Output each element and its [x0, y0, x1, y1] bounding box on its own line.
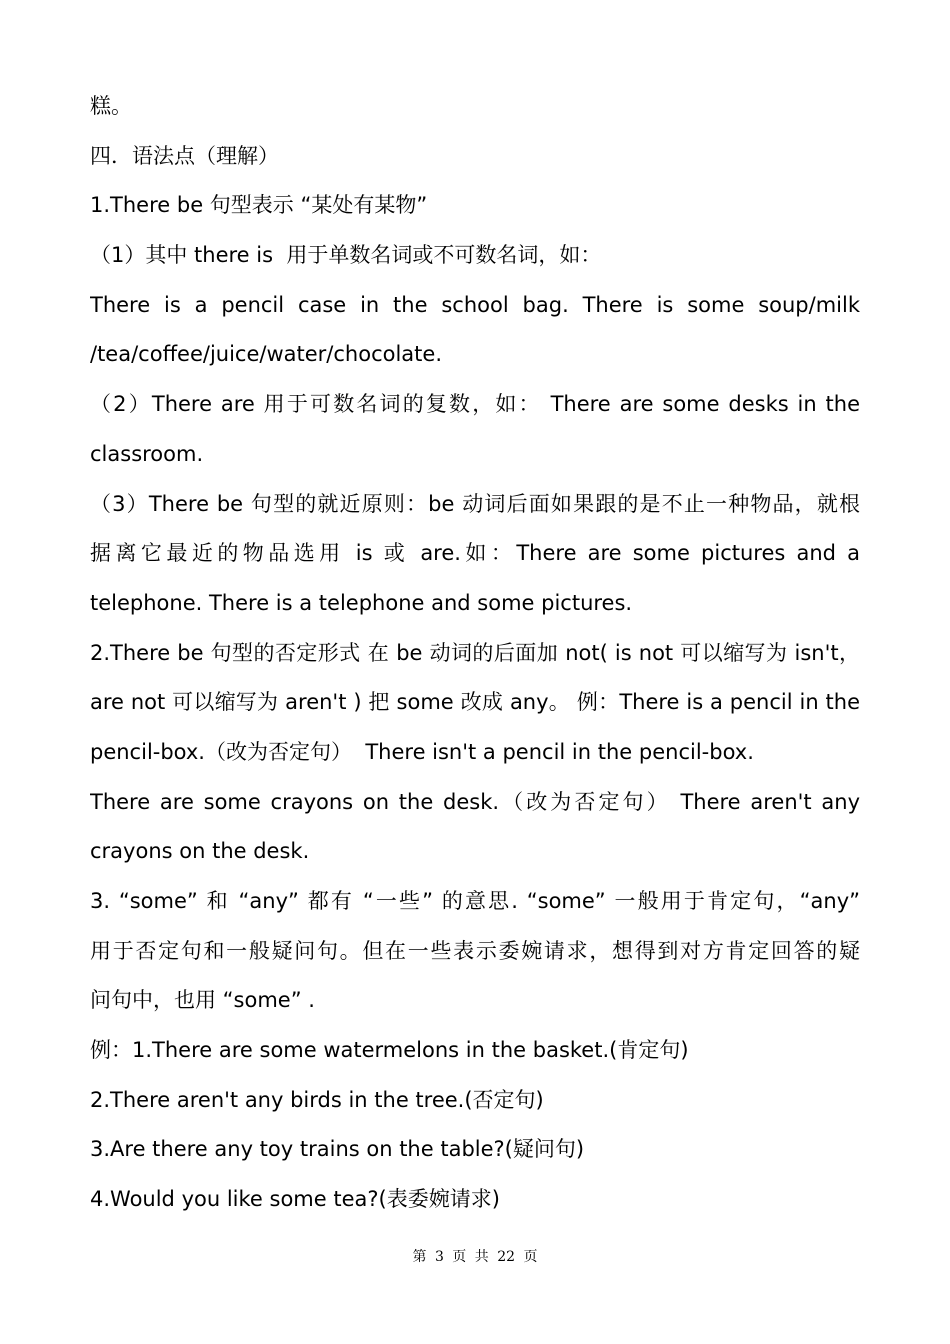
text-line: /tea/coffee/juice/water/chocolate. — [90, 342, 443, 367]
section-heading: 四．语法点（理解） — [90, 143, 279, 168]
example-line: 4.Would you like some tea?(表委婉请求) — [90, 1187, 500, 1212]
page-number-footer: 第 3 页 共 22 页 — [412, 1249, 538, 1265]
text-line: 3. “some” 和 “any” 都有 “一些” 的意思. “some” 一般用于肯定句，“any” — [90, 889, 860, 913]
text-line: （2）There are 用于可数名词的复数，如： There are some desks in the — [90, 392, 860, 417]
text-line: 用于否定句和一般疑问句。但在一些表示委婉请求，想得到对方肯定回答的疑 — [90, 938, 860, 963]
text-line: 糕。 — [90, 94, 132, 118]
example-line: 3.Are there any toy trains on the table?(疑问句) — [90, 1137, 585, 1162]
text-line: There are some crayons on the desk.（改为否定句） There aren't any — [90, 789, 860, 814]
text-line: are not 可以缩写为 aren't ) 把 some 改成 any。 例：There is a pencil in the — [90, 690, 860, 715]
text-line: telephone. There is a telephone and some pictures. — [90, 590, 633, 615]
text-line: （3）There be 句型的就近原则：be 动词后面如果跟的是不止一种物品，就根 — [90, 491, 860, 516]
example-line: 2.There aren't any birds in the tree.(否定句) — [90, 1087, 544, 1112]
text-line: 1.There be 句型表示 “某处有某物” — [90, 193, 428, 218]
text-line: 据离它最近的物品选用 is 或 are.如：There are some pictures and a — [90, 541, 860, 566]
text-line: 2.There be 句型的否定形式 在 be 动词的后面加 not( is not 可以缩写为 isn't， — [90, 640, 860, 665]
text-line: crayons on the desk. — [90, 839, 310, 864]
document-body — [90, 82, 860, 1225]
example-line: 例：1.There are some watermelons in the basket.(肯定句) — [90, 1038, 689, 1063]
text-line: There is a pencil case in the school bag. There is some soup/milk — [90, 292, 860, 317]
text-line: （1）其中 there is 用于单数名词或不可数名词，如： — [90, 243, 602, 268]
text-line: 问句中，也用 “some” . — [90, 988, 315, 1013]
text-line: pencil-box.（改为否定句） There isn't a pencil in the pencil-box. — [90, 739, 754, 764]
text-line: classroom. — [90, 441, 204, 466]
